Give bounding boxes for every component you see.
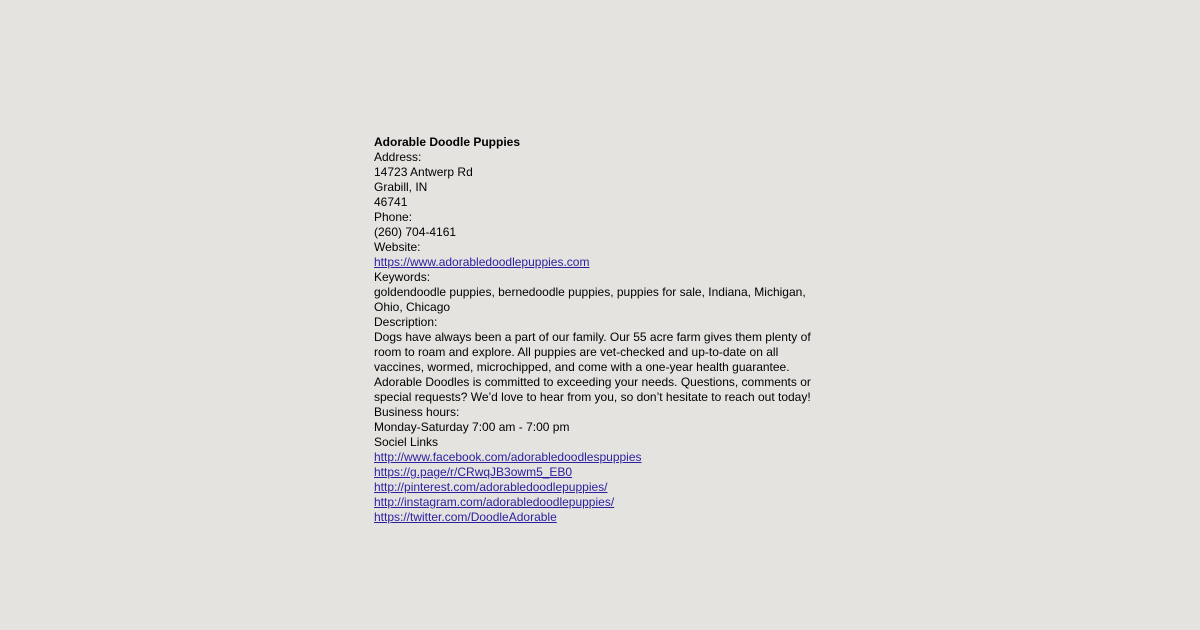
website-label: Website:: [374, 240, 421, 254]
keywords-text: goldendoodle puppies, bernedoodle puppies, puppies for sale, Indiana, Michigan, Ohio, Chicago: [374, 285, 806, 314]
facebook-link[interactable]: http://www.facebook.com/adorabledoodlespuppies: [374, 450, 642, 464]
website-link[interactable]: https://www.adorabledoodlepuppies.com: [374, 255, 590, 269]
keywords-label: Keywords:: [374, 270, 431, 284]
hours-label: Business hours:: [374, 405, 460, 419]
phone-label: Phone:: [374, 210, 413, 224]
street-address: 14723 Antwerp Rd: [374, 165, 473, 179]
pinterest-link[interactable]: http://pinterest.com/adorabledoodlepuppies/: [374, 480, 608, 494]
instagram-link[interactable]: http://instagram.com/adorabledoodlepuppies/: [374, 495, 615, 509]
description-label: Description:: [374, 315, 438, 329]
twitter-link[interactable]: https://twitter.com/DoodleAdorable: [374, 510, 557, 524]
hours-text: Monday-Saturday 7:00 am - 7:00 pm: [374, 420, 570, 434]
description-text: Dogs have always been a part of our family. Our 55 acre farm gives them plenty of room to roam and explore. All puppies are vet-checked and up-to-date on all vaccines, wormed, microchipped, and come with a one-year health guarantee. Adorable Doodles is committed to exceeding your needs. Questions, comments or special requests? We’d love to hear from you, so don’t hesitate to reach out today!: [374, 330, 811, 404]
business-listing: [374, 135, 826, 525]
city-state: Grabill, IN: [374, 180, 428, 194]
business-name: Adorable Doodle Puppies: [374, 135, 521, 149]
zip-code: 46741: [374, 195, 408, 209]
social-links-label: Sociel Links: [374, 435, 439, 449]
phone-number: (260) 704-4161: [374, 225, 457, 239]
address-label: Address:: [374, 150, 422, 164]
google-page-link[interactable]: https://g.page/r/CRwqJB3owm5_EB0: [374, 465, 573, 479]
